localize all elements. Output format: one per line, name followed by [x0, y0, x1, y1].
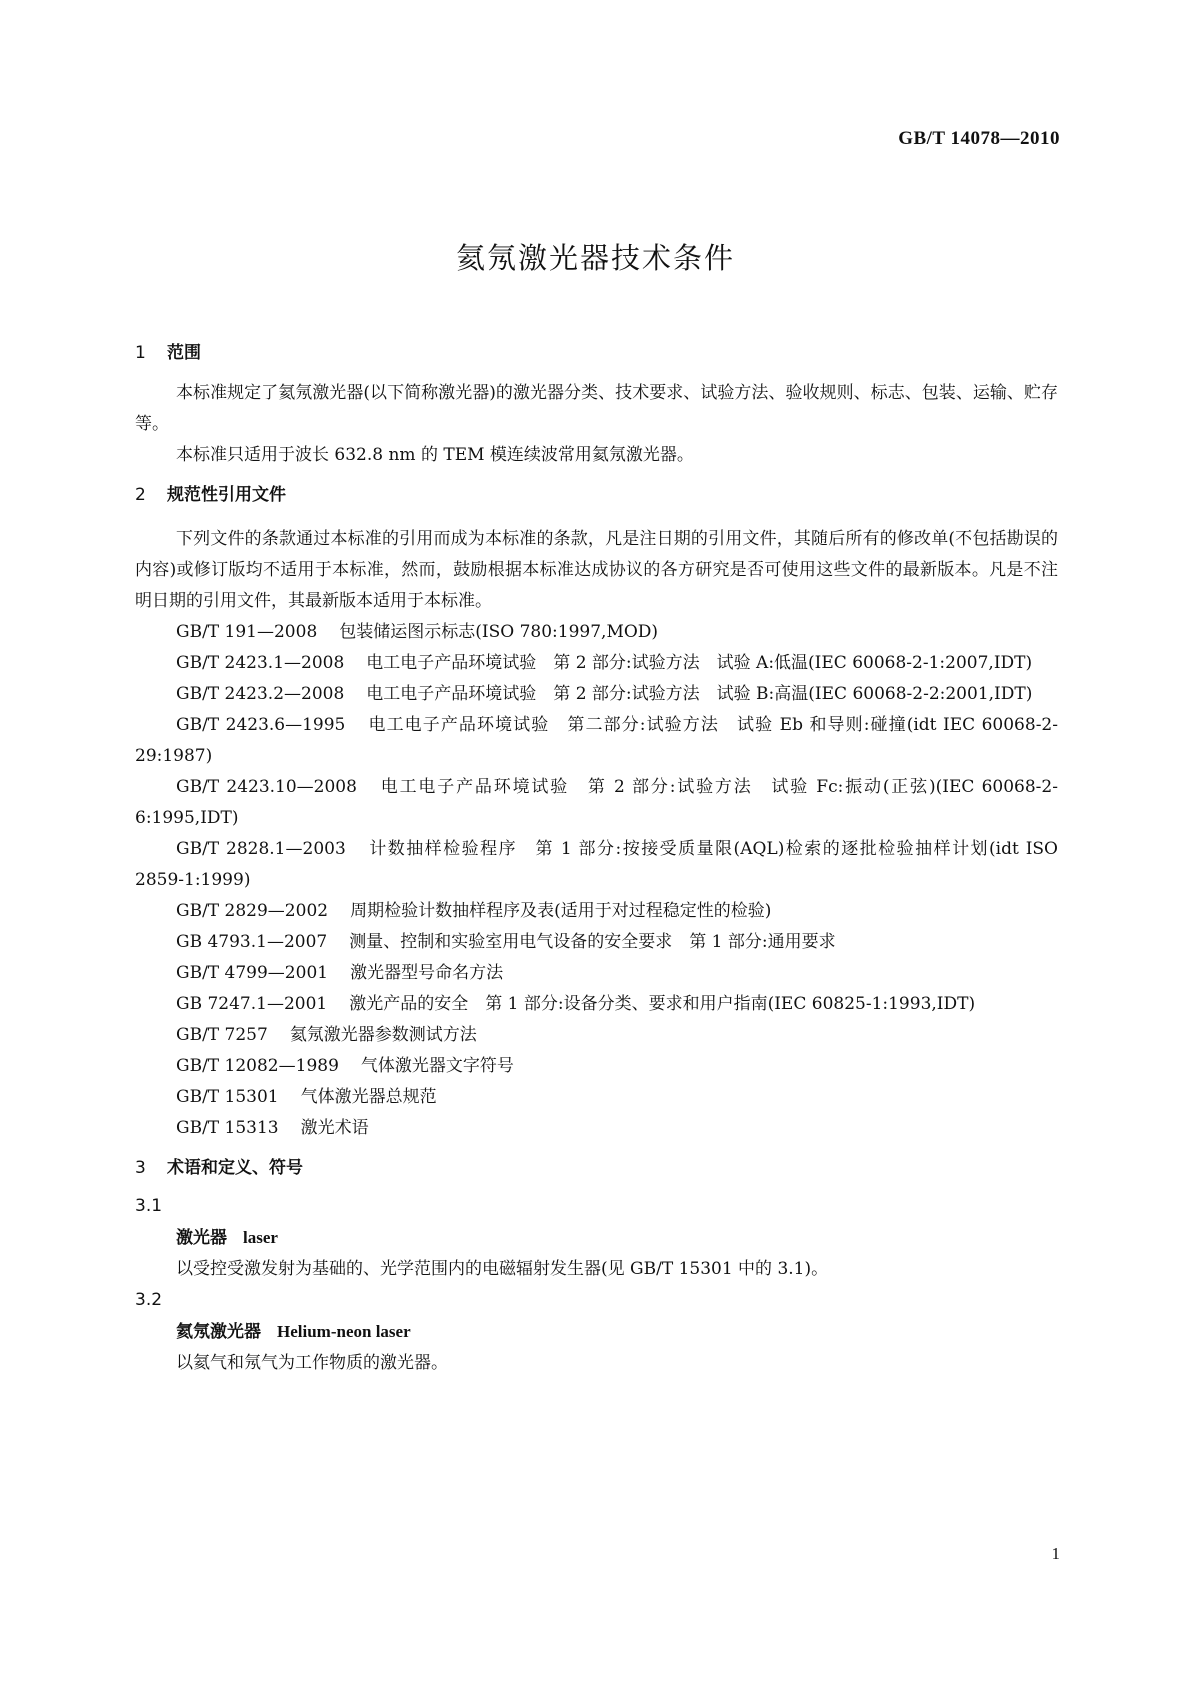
reference-item: [135, 927, 1058, 958]
reference-item: [135, 679, 1058, 710]
document-title: 氦氖激光器技术条件: [455, 241, 735, 275]
term-number: 3.1: [135, 1196, 163, 1216]
standard-code: GB/T 14078—2010: [898, 128, 1060, 149]
reference-title: 气体激光器总规范: [300, 1087, 437, 1107]
reference-title: 包装储运图示标志(ISO 780:1997,MOD): [339, 622, 659, 642]
term-entry: [135, 1285, 1058, 1379]
term-definition: 以氦气和氖气为工作物质的激光器。: [176, 1353, 448, 1373]
reference-code: GB/T 2423.1—2008: [176, 653, 345, 673]
reference-title: 电工电子产品环境试验 第 2 部分:试验方法 试验 B:高温(IEC 60068-2-2:2001,IDT): [366, 684, 1033, 704]
reference-item: [135, 1051, 1058, 1082]
section-title: 术语和定义、符号: [167, 1158, 303, 1178]
reference-item: [135, 989, 1058, 1020]
reference-item: [135, 1113, 1058, 1144]
reference-list: [135, 617, 1058, 1144]
section-title: 规范性引用文件: [167, 485, 286, 505]
reference-code: GB/T 2423.10—2008: [176, 777, 357, 797]
term-name: [135, 1316, 1058, 1348]
reference-code: GB 4793.1—2007: [176, 932, 328, 952]
paragraph: 本标准只适用于波长 632.8 nm 的 TEM 模连续波常用氦氖激光器。: [176, 445, 694, 465]
reference-title: 氦氖激光器参数测试方法: [289, 1025, 477, 1045]
section-number: 1: [135, 343, 146, 363]
reference-item: [135, 834, 1058, 896]
term-name: [135, 1222, 1058, 1254]
reference-title: 测量、控制和实验室用电气设备的安全要求 第 1 部分:通用要求: [349, 932, 836, 952]
section-number: 3: [135, 1158, 146, 1178]
term-zh: 激光器: [176, 1228, 227, 1248]
reference-code: GB/T 2423.2—2008: [176, 684, 345, 704]
reference-title: 周期检验计数抽样程序及表(适用于对过程稳定性的检验): [350, 901, 772, 921]
paragraph: 下列文件的条款通过本标准的引用而成为本标准的条款，凡是注日期的引用文件，其随后所有的修改单(不包括勘误的内容)或修订版均不适用于本标准，然而，鼓励根据本标准达成协议的各方研究是否可使用这些文件的最新版本。凡是不注明日期的引用文件，其最新版本适用于本标准。: [135, 529, 1058, 611]
term-en: laser: [243, 1228, 278, 1247]
reference-code: GB/T 15313: [176, 1118, 279, 1138]
reference-item: [135, 958, 1058, 989]
term-number: 3.2: [135, 1290, 163, 1310]
section-heading-scope: [135, 340, 1058, 366]
reference-code: GB/T 191—2008: [176, 622, 318, 642]
paragraph: 本标准规定了氦氖激光器(以下简称激光器)的激光器分类、技术要求、试验方法、验收规则、标志、包装、运输、贮存等。: [135, 383, 1058, 434]
reference-code: GB/T 2829—2002: [176, 901, 329, 921]
section-heading-terms: [135, 1155, 1058, 1181]
reference-title: 气体激光器文字符号: [360, 1056, 514, 1076]
reference-title: 激光术语: [300, 1118, 369, 1138]
reference-item: [135, 710, 1058, 772]
section-number: 2: [135, 485, 146, 505]
reference-item: [135, 617, 1058, 648]
section-heading-normative-references: [135, 482, 1058, 508]
page-number: 1: [1051, 1544, 1060, 1563]
term-definition: 以受控受激发射为基础的、光学范围内的电磁辐射发生器(见 GB/T 15301 中的 3.1)。: [176, 1259, 829, 1279]
reference-title: 激光产品的安全 第 1 部分:设备分类、要求和用户指南(IEC 60825-1:1993,IDT): [349, 994, 976, 1014]
reference-item: [135, 1082, 1058, 1113]
reference-code: GB/T 4799—2001: [176, 963, 329, 983]
reference-title: 电工电子产品环境试验 第 2 部分:试验方法 试验 Fc:振动(正弦)(IEC 60068-2-6:1995,IDT): [135, 777, 1058, 828]
reference-item: [135, 896, 1058, 927]
reference-code: GB/T 7257: [176, 1025, 268, 1045]
section-title: 范围: [167, 343, 201, 363]
reference-title: 电工电子产品环境试验 第 2 部分:试验方法 试验 A:低温(IEC 60068-2-1:2007,IDT): [366, 653, 1033, 673]
reference-item: [135, 648, 1058, 679]
term-en: Helium-neon laser: [277, 1322, 411, 1341]
reference-item: [135, 772, 1058, 834]
reference-code: GB/T 15301: [176, 1087, 279, 1107]
reference-item: [135, 1020, 1058, 1051]
reference-code: GB/T 2828.1—2003: [176, 839, 346, 859]
reference-title: 电工电子产品环境试验 第二部分:试验方法 试验 Eb 和导则:碰撞(idt IEC 60068-2-29:1987): [135, 715, 1058, 766]
term-entry: [135, 1191, 1058, 1285]
reference-title: 激光器型号命名方法: [350, 963, 504, 983]
reference-title: 计数抽样检验程序 第 1 部分:按接受质量限(AQL)检索的逐批检验抽样计划(idt ISO 2859-1:1999): [135, 839, 1058, 890]
reference-code: GB/T 12082—1989: [176, 1056, 339, 1076]
reference-code: GB/T 2423.6—1995: [176, 715, 346, 735]
document-body: [135, 340, 1058, 1379]
term-zh: 氦氖激光器: [176, 1322, 261, 1342]
reference-code: GB 7247.1—2001: [176, 994, 328, 1014]
